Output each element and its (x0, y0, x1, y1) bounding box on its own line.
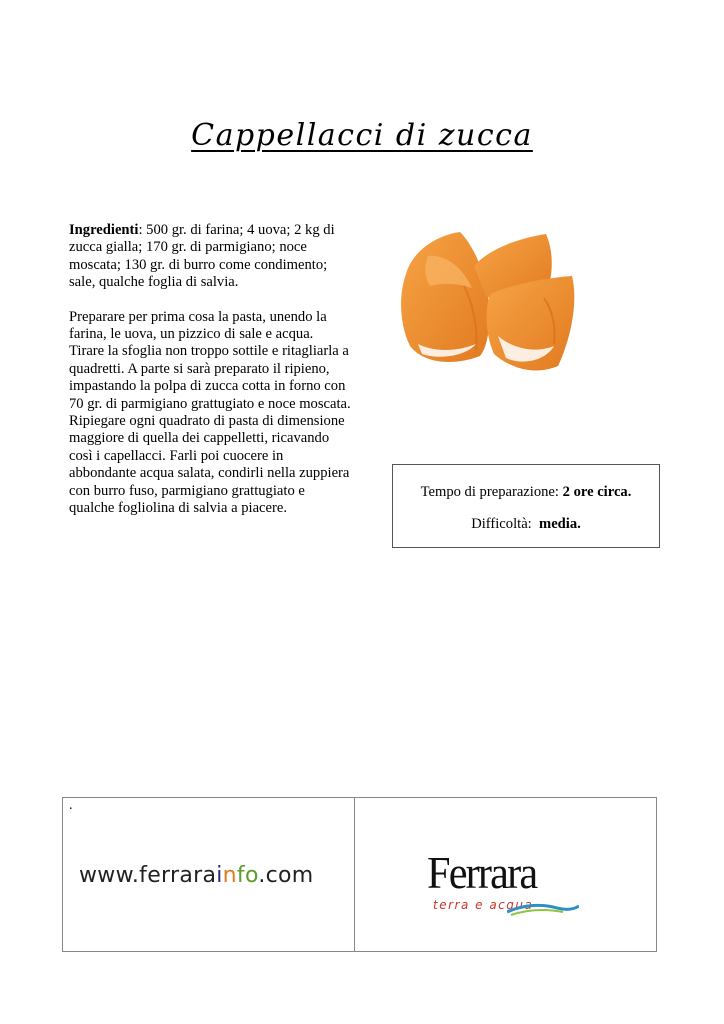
recipe-title: Cappellacci di zucca (191, 118, 533, 153)
logo-wave-icon (507, 902, 579, 916)
footer-cell-website (63, 798, 355, 951)
logo-tagline: terra e acqua (433, 898, 534, 912)
logo-brand: Ferrara (427, 847, 537, 898)
cappellacci-image (394, 226, 580, 378)
difficulty-label: Difficoltà: (471, 516, 540, 532)
prep-time-label: Tempo di preparazione: (420, 484, 563, 500)
prep-time (393, 484, 659, 501)
recipe-text (69, 222, 351, 518)
footer-cell-logo (355, 798, 656, 951)
difficulty-value: media. (539, 516, 581, 532)
preparation-paragraph-2: Ripiegare ogni quadrato di pasta di dimensione maggiore di quella dei cappelletti, ricavando così i capellacci. Farli poi cuocere in abbondante acqua salata, condirli nella zuppiera con burro fuso, parmigiano grattugiato e qualche fogliolina di salvia a piacere. (69, 413, 350, 517)
website-link[interactable] (79, 863, 314, 888)
preparation-paragraph-1: Preparare per prima cosa la pasta, unendo la farina, le uova, un pizzico di sale e acqua. Tirare la sfoglia non troppo sottile e ritagliarla a quadretti. A parte si sarà preparato il ripieno, impastando la polpa di zucca cotta in forno con 70 gr. di parmigiano grattugiato e noce moscata. (69, 308, 351, 412)
ingredients-text: : 500 gr. di farina; 4 uova; 2 kg di zucca gialla; 170 gr. di parmigiano; noce moscata; 130 gr. di burro come condimento; sale, qualche foglia di salvia. (69, 222, 335, 291)
website-part-4: fo (236, 863, 259, 888)
website-part-5: .com (258, 863, 314, 888)
ingredients-label: Ingredienti (69, 222, 139, 238)
website-part-3: n (222, 863, 237, 888)
website-part-2: i (216, 863, 223, 888)
footer-dot: . (69, 798, 73, 813)
prep-time-value: 2 ore circa. (562, 484, 632, 500)
info-box (392, 464, 660, 548)
footer-table (62, 797, 657, 952)
website-part-1: www.ferrara (79, 863, 217, 888)
ferrara-logo (427, 847, 587, 920)
difficulty (393, 516, 659, 533)
ingredients-paragraph (69, 222, 351, 292)
